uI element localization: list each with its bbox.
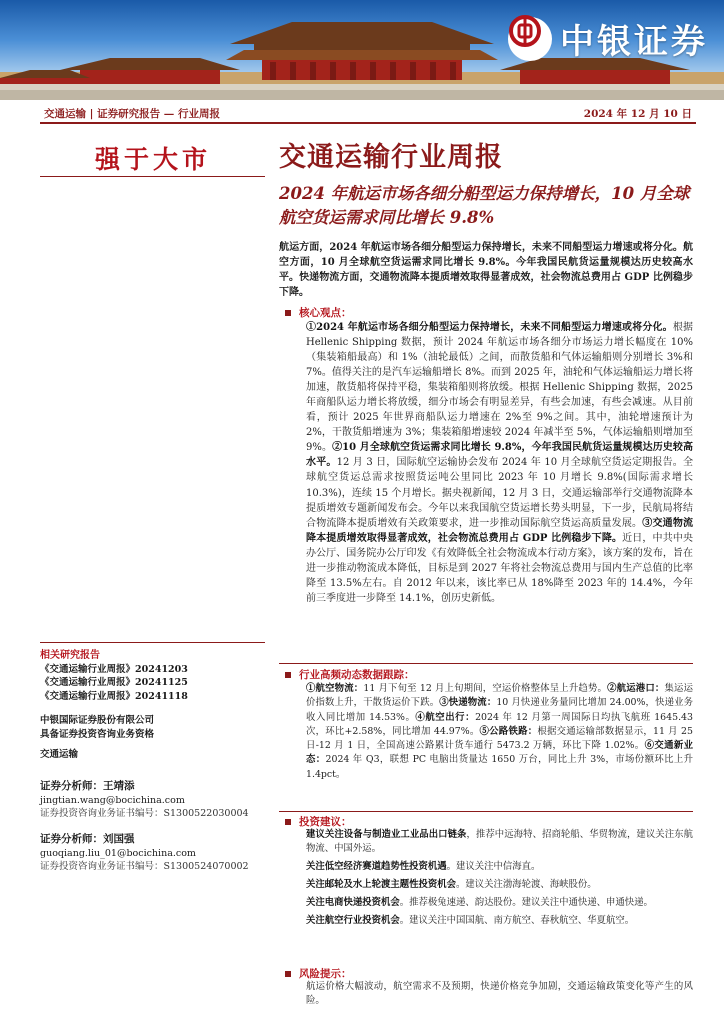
analyst-card — [40, 780, 265, 821]
analyst-name: 证券分析师：刘国强 — [40, 833, 135, 845]
metric-body: 2024 年 Q3，联想 PC 电脑出货量达 1650 万台，同比上升 3%，市场份额环比上升 1.4pct。 — [306, 754, 693, 780]
analyst-cert: 证券投资咨询业务证书编号：S1300522030004 — [40, 808, 249, 819]
summary-paragraph: 航运方面，2024 年航运市场各细分船型运力保持增长，未来不同船型运力增速或将分化。航空方面，10 月全球航空货运需求同比增长 9.8%。今年我国民航货运量规模达历史较高水平。快递物流方面，交通物流降本提质增效取得显著成效，社会物流总费用占 GDP 比例稳步下降。 — [279, 242, 693, 298]
investment-detail: 。建议关注中国国航、南方航空、春秋航空、华夏航空。 — [399, 915, 635, 926]
analyst-email[interactable]: jingtian.wang@bocichina.com — [40, 794, 185, 806]
rating-divider — [40, 176, 265, 177]
investment-item — [306, 896, 693, 910]
high-freq-heading — [285, 667, 415, 682]
core-view-heading — [285, 305, 352, 320]
investment-heading — [285, 814, 352, 829]
section-heading-text: 核心观点： — [299, 307, 352, 319]
title-block — [279, 138, 693, 230]
related-report-item[interactable]: 《交通运输行业周报》20241118 — [40, 690, 188, 702]
investment-detail: 。建议关注渤海轮渡、海峡股份。 — [456, 879, 597, 890]
section-divider — [279, 663, 693, 664]
investment-detail: 。推荐极兔速递、韵达股份。建议关注中通快递、申通快递。 — [399, 897, 653, 908]
section-divider — [279, 811, 693, 812]
analyst-name: 证券分析师：王靖添 — [40, 780, 135, 792]
page-title: 交通运输行业周报 — [279, 142, 503, 173]
industry-label — [40, 748, 265, 762]
metric-body: 2024 年 12 月第一周国际日均执飞航班 1645.43 次，环比+2.58%，同比增加 44.97%。 — [306, 711, 693, 737]
core-point-lead: ②10 月全球航空货运需求同比增长 9.8%，今年我国民航货运量规模达历史较高水平。 — [306, 442, 693, 469]
square-bullet-icon — [285, 971, 291, 977]
industry-name: 交通运输 — [40, 749, 79, 760]
related-report-item[interactable]: 《交通运输行业周报》20241203 — [40, 663, 188, 675]
core-point-body: 根据 Hellenic Shipping 数据，预计 2024 年航运市场各细分市场运力增长幅度在 10%（集装箱船最高）和 1%（油轮最低）之间，而散货船和气体运输船则分别增长 3%和 7%。值得关注的是汽车运输船增长 8%。而到 2025 年，油轮和气体运输船运力增长将加速，散货船将保持平稳，集装箱船则将放缓。根据 Hellenic Shipping 数据，2025 年商船队运力增长将放缓，细分市场会有明显差异，有些会加速，有些会减速。从目前看，预计 2025 年世界商船队运力增速在 2%至 9%之间。其中，油轮增速预计为 2%，干散货船增速为 3%；集装箱船增速较 2024 年减半至 5%，气体运输船则增加至 9%。 — [306, 322, 693, 454]
report-date: 2024 年 12 月 10 日 — [583, 107, 692, 120]
metric-lead: ③快递物流： — [439, 697, 497, 709]
investment-lead: 关注低空经济赛道趋势性投资机遇 — [306, 861, 447, 872]
breadcrumb-text: 交通运输 | 证券研究报告 — 行业周报 — [44, 107, 220, 120]
core-point-body: 12 月 3 日，国际航空运输协会发布 2024 年 10 月全球航空货运定期报告。全球航空货运总需求按照货运吨公里同比 2023 年 10 月增长 9.8%(国际需求增长 10.3%)，连续 15 个月增长。据央视新闻，12 月 3 日，交通运输部举行交通物流降本提质增效专题新闻发布会。今年以来我国航空货运增长势头明显，下一步，民航局将结合物流降本提质增效有关政策要求，进一步推动国际航空货运高质量发展。 — [306, 457, 693, 529]
investment-item — [306, 828, 693, 856]
metric-lead: ④航空出行： — [415, 711, 476, 723]
section-heading-text: 投资建议： — [299, 816, 352, 828]
square-bullet-icon — [285, 672, 291, 678]
investment-detail: ，推荐中远海特、招商轮船、华贸物流，建议关注东航物流、中国外运。 — [306, 829, 693, 854]
section-heading-text: 行业高频动态数据跟踪： — [299, 669, 415, 681]
investment-lead: 关注邮轮及水上轮渡主题性投资机会 — [306, 879, 457, 890]
investment-detail: 。建议关注中信海直。 — [446, 861, 541, 872]
section-heading-text: 风险提示： — [299, 968, 352, 980]
page-subtitle: 2024 年航运市场各细分船型运力保持增长，10 月全球航空货运需求同比增长 9.8% — [279, 184, 690, 227]
left-sidebar — [40, 140, 265, 1000]
header-banner — [0, 0, 724, 100]
related-report-item[interactable]: 《交通运输行业周报》20241125 — [40, 677, 188, 688]
investment-lead: 关注电商快递投资机会 — [306, 897, 400, 908]
investment-lead: 建议关注设备与制造业工业品出口链条 — [306, 829, 467, 840]
investment-item — [306, 914, 693, 928]
metric-body: 根据交通运输部数据显示，11 月 25 日-12 月 1 日，全国高速公路累计货车通行 5473.2 万辆，环比下降 1.02%。 — [306, 725, 693, 752]
metric-body: 11 月下旬至 12 月上旬期间，空运价格整体呈上升趋势。 — [363, 683, 608, 694]
related-reports — [40, 642, 265, 703]
metric-body: 10 月快递业务量同比增加 24.00%，快递业务收入同比增加 14.53%。 — [306, 697, 693, 723]
metric-lead: ②航运港口： — [607, 683, 665, 694]
company-qualification: 具备证券投资咨询业务资格 — [40, 728, 155, 740]
company-logo-text: 中银证券 — [560, 22, 708, 62]
square-bullet-icon — [285, 310, 291, 316]
square-bullet-icon — [285, 819, 291, 825]
high-freq-body — [306, 682, 693, 782]
metric-body: 集运运价指数上升，干散货运价下跌。 — [306, 683, 693, 709]
investment-item — [306, 860, 693, 874]
metric-lead: ⑤公路铁路： — [479, 725, 538, 737]
analyst-card — [40, 833, 265, 874]
metric-lead: ⑥交通新业态： — [306, 740, 693, 766]
breadcrumb — [40, 104, 696, 124]
investment-item — [306, 878, 693, 892]
core-point-lead: ③交通物流降本提质增效取得显著成效，社会物流总费用占 GDP 比例稳步下降。 — [306, 517, 694, 544]
company-logo — [508, 14, 708, 63]
rating-label: 强于大市 — [95, 145, 212, 174]
investment-lead: 关注航空行业投资机会 — [306, 915, 400, 926]
core-point-body: 近日，中共中央办公厅、国务院办公厅印发《有效降低全社会物流成本行动方案》，该方案的发布，旨在进一步推动物流成本降低，目标是到 2027 年将社会物流总费用与国内生产总值的比率降至 13.5%左右。自 2012 年以来，该比率已从 18%降至 2023 年的 14.4%，今年前三季度进一步降至 14.1%，创历史新低。 — [306, 532, 693, 604]
risk-body: 航运价格大幅波动，航空需求不及预期，快递价格竞争加剧，交通运输政策变化等产生的风险。 — [306, 981, 693, 1006]
company-name: 中银国际证券股份有限公司 — [40, 715, 155, 726]
related-reports-title: 相关研究报告 — [40, 642, 265, 663]
analyst-email[interactable]: guoqiang.liu_01@bocichina.com — [40, 847, 196, 859]
analyst-cert: 证券投资咨询业务证书编号：S1300524070002 — [40, 861, 249, 872]
core-point-lead: ①2024 年航运市场各细分船型运力保持增长，未来不同船型运力增速或将分化。 — [306, 322, 673, 333]
core-view-body — [306, 320, 693, 606]
boc-coin-icon — [508, 17, 552, 61]
risk-heading — [285, 966, 352, 981]
investment-body — [306, 828, 693, 932]
company-info — [40, 714, 265, 741]
metric-lead: ①航空物流： — [306, 683, 364, 694]
